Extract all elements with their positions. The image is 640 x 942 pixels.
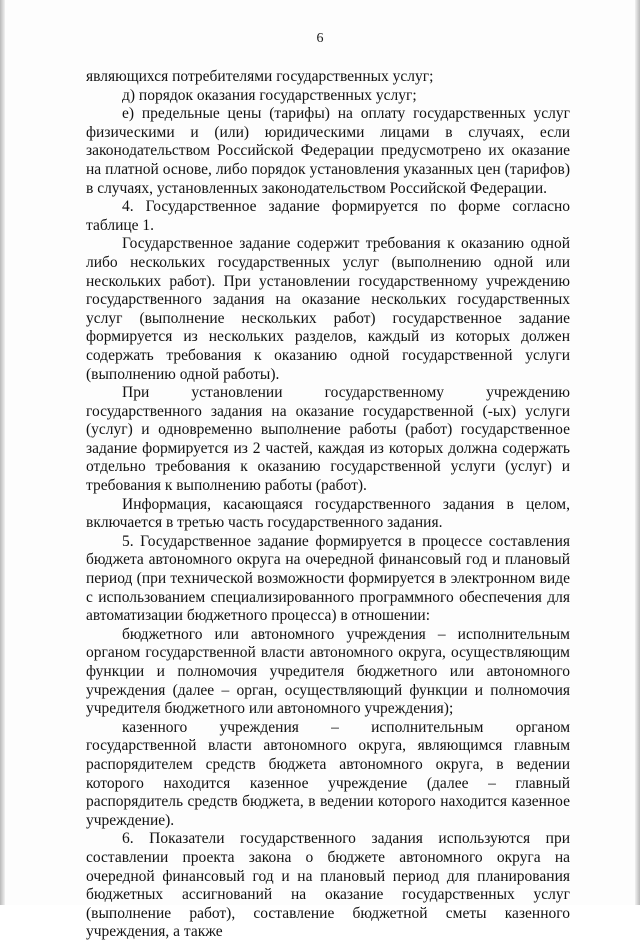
- paragraph-item-d: д) порядок оказания государственных услуг;: [122, 86, 417, 104]
- paragraph-budget-institution: бюджетного или автономного учреждения – исполнительным органом государственной власти автономного округа, осуществляющим функции и полномочия учредителя бюджетного или автономного учреждения (далее – орган, осуществляющий функции и полномочия учредителя бюджетного или автономного учреждения);: [86, 625, 570, 718]
- page-number: 6: [316, 31, 324, 46]
- paragraph-clause-5: 5. Государственное задание формируется в процессе составления бюджета автономного округа на очередной финансовый год и плановый период (при технической возможности формируется в электронном виде с использованием специализированного программного обеспечения для автоматизации бюджетного процесса) в отношении:: [86, 532, 570, 625]
- paragraph-parts: При установлении государственному учреждению государственного задания на оказание государственной (-ых) услуги (услуг) и одновременно выполнение работы (работ) государственное задание формируется из 2 частей, каждая из которых должна содержать отдельно требования к оказанию государственной услуги (услуг) и требования к выполнению работы (работ).: [86, 384, 570, 495]
- paragraph-requirements: Государственное задание содержит требования к оказанию одной либо нескольких государственных услуг (выполнению одной или нескольких работ). При установлении государственному учреждению государственного задания на оказание нескольких государственных услуг (выполнение нескольких работ) государственное задание формируется из нескольких разделов, каждый из которых должен содержать требования к оказанию одной государственной услуги (выполнению одной работы).: [86, 235, 570, 383]
- paragraph-continuation: являющихся потребителями государственных услуг;: [86, 68, 434, 85]
- paragraph-treasury-institution: казенного учреждения – исполнительным органом государственной власти автономного округа, являющимся главным распорядителем средств бюджета автономного округа, в ведении которого находится казенное учреждение (далее – главный распорядитель средств бюджета, в ведении которого находится казенное учреждение).: [86, 718, 570, 829]
- paragraph-information: Информация, касающаяся государственного задания в целом, включается в третью часть государственного задания.: [86, 495, 570, 532]
- document-body: [86, 68, 570, 942]
- paragraph-clause-6: 6. Показатели государственного задания используются при составлении проекта закона о бюджете автономного округа на очередной финансовый год и на плановый период для планирования бюджетных ассигнований на оказание государственных услуг (выполнение работ), составление бюджетной сметы казенного учреждения, а также: [86, 830, 570, 941]
- paragraph-item-e: е) предельные цены (тарифы) на оплату государственных услуг физическими и (или) юридическими лицами в случаях, если законодательством Российской Федерации предусмотрено их оказание на платной основе, либо порядок установления указанных цен (тарифов) в случаях, установленных законодательством Российской Федерации.: [86, 105, 570, 197]
- scan-edge-right: [635, 0, 640, 905]
- scan-edge-left: [0, 0, 5, 905]
- paragraph-clause-4: 4. Государственное задание формируется по форме согласно таблице 1.: [86, 198, 570, 234]
